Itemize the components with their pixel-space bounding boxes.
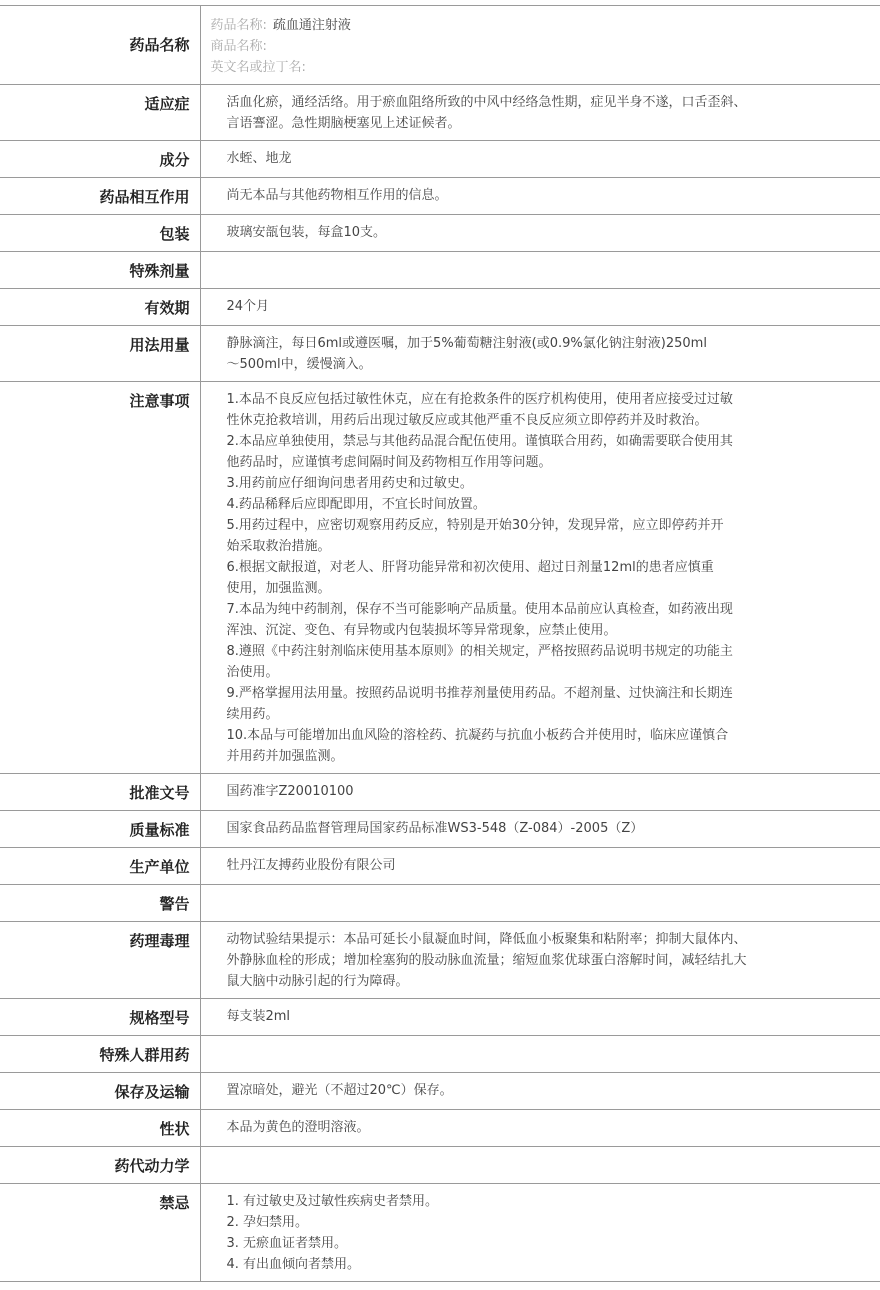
value-spec: 每支装2ml: [200, 999, 880, 1036]
usage-line: ～500ml中，缓慢滴入。: [226, 357, 372, 372]
row-drug-name: [0, 6, 880, 85]
precaution-line: 7.本品为纯中药制剂，保存不当可能影响产品质量。使用本品前应认真检查，如药液出现: [226, 602, 733, 617]
row-validity: [0, 289, 880, 326]
row-pharmacokinetics: [0, 1147, 880, 1184]
value-contraindications: [200, 1184, 880, 1282]
label-approval: 批准文号: [0, 774, 200, 811]
value-ingredients: 水蛭、地龙: [200, 141, 880, 178]
value-validity: 24个月: [200, 289, 880, 326]
label-storage: 保存及运输: [0, 1073, 200, 1110]
value-manufacturer: 牡丹江友搏药业股份有限公司: [200, 848, 880, 885]
pharmacology-line: 动物试验结果提示：本品可延长小鼠凝血时间，降低血小板聚集和粘附率；抑制大鼠体内、: [226, 932, 747, 947]
label-warning: 警告: [0, 885, 200, 922]
row-contraindications: [0, 1184, 880, 1282]
row-manufacturer: [0, 848, 880, 885]
value-special-dose: [200, 252, 880, 289]
label-usage: 用法用量: [0, 326, 200, 382]
label-pharmacokinetics: 药代动力学: [0, 1147, 200, 1184]
value-appearance: 本品为黄色的澄明溶液。: [200, 1110, 880, 1147]
contraindication-line: 2. 孕妇禁用。: [226, 1215, 309, 1230]
value-drug-name: [200, 6, 880, 85]
value-pharmacology: [200, 922, 880, 999]
contraindication-line: 3. 无瘀血证者禁用。: [226, 1236, 348, 1251]
precaution-line: 性休克抢救培训，用药后出现过敏反应或其他严重不良反应须立即停药并及时救治。: [226, 413, 708, 428]
row-appearance: [0, 1110, 880, 1147]
row-approval: [0, 774, 880, 811]
value-approval: 国药准字Z20010100: [200, 774, 880, 811]
precaution-line: 3.用药前应仔细询问患者用药史和过敏史。: [226, 476, 473, 491]
label-validity: 有效期: [0, 289, 200, 326]
row-storage: [0, 1073, 880, 1110]
usage-line: 静脉滴注，每日6ml或遵医嘱，加于5%葡萄糖注射液(或0.9%氯化钠注射液)250ml: [226, 336, 707, 351]
precaution-line: 8.遵照《中药注射剂临床使用基本原则》的相关规定，严格按照药品说明书规定的功能主: [226, 644, 733, 659]
row-special-groups: [0, 1036, 880, 1073]
trade-name-key: 商品名称:: [210, 39, 267, 54]
row-spec: [0, 999, 880, 1036]
english-name-key: 英文名或拉丁名:: [210, 60, 306, 75]
english-name-line: [211, 57, 791, 78]
precaution-line: 2.本品应单独使用，禁忌与其他药品混合配伍使用。谨慎联合用药，如确需要联合使用其: [226, 434, 733, 449]
value-precautions: [200, 382, 880, 774]
value-interactions: 尚无本品与其他药物相互作用的信息。: [200, 178, 880, 215]
precaution-line: 1.本品不良反应包括过敏性休克，应在有抢救条件的医疗机构使用，使用者应接受过过敏: [226, 392, 733, 407]
precaution-line: 治使用。: [226, 665, 279, 680]
trade-name-line: [211, 36, 791, 57]
value-special-groups: [200, 1036, 880, 1073]
precaution-line: 9.严格掌握用法用量。按照药品说明书推荐剂量使用药品。不超剂量、过快滴注和长期连: [226, 686, 733, 701]
precaution-line: 4.药品稀释后应即配即用，不宜长时间放置。: [226, 497, 486, 512]
label-special-groups: 特殊人群用药: [0, 1036, 200, 1073]
pharmacology-line: 鼠大脑中动脉引起的行为障碍。: [226, 974, 409, 989]
value-storage: 置凉暗处，避光（不超过20℃）保存。: [200, 1073, 880, 1110]
label-contraindications: 禁忌: [0, 1184, 200, 1282]
generic-name-key: 药品名称:: [210, 18, 267, 33]
row-ingredients: [0, 141, 880, 178]
precaution-line: 并用药并加强监测。: [226, 749, 344, 764]
precaution-line: 10.本品与可能增加出血风险的溶栓药、抗凝药与抗血小板药合并使用时，临床应谨慎合: [226, 728, 729, 743]
value-package: 玻璃安瓿包装，每盒10支。: [200, 215, 880, 252]
row-precautions: [0, 382, 880, 774]
contraindication-line: 4. 有出血倾向者禁用。: [226, 1257, 361, 1272]
generic-name-value: 疏血通注射液: [272, 18, 351, 33]
row-interactions: [0, 178, 880, 215]
drug-info-sheet: [0, 5, 880, 1282]
pharmacology-line: 外静脉血栓的形成；增加栓塞狗的股动脉血流量；缩短血浆优球蛋白溶解时间，减轻结扎大: [226, 953, 747, 968]
label-indication: 适应症: [0, 85, 200, 141]
precaution-line: 6.根据文献报道，对老人、肝肾功能异常和初次使用、超过日剂量12ml的患者应慎重: [226, 560, 714, 575]
label-ingredients: 成分: [0, 141, 200, 178]
label-drug-name: 药品名称: [0, 6, 200, 85]
label-package: 包装: [0, 215, 200, 252]
row-usage: [0, 326, 880, 382]
value-indication: [200, 85, 880, 141]
precaution-line: 浑浊、沉淀、变色、有异物或内包装损坏等异常现象，应禁止使用。: [226, 623, 617, 638]
contraindication-line: 1. 有过敏史及过敏性疾病史者禁用。: [226, 1194, 439, 1209]
label-spec: 规格型号: [0, 999, 200, 1036]
label-pharmacology: 药理毒理: [0, 922, 200, 999]
label-special-dose: 特殊剂量: [0, 252, 200, 289]
precaution-line: 使用，加强监测。: [226, 581, 331, 596]
value-usage: [200, 326, 880, 382]
value-warning: [200, 885, 880, 922]
indication-line: 言语謇涩。急性期脑梗塞见上述证候者。: [226, 116, 461, 131]
label-standard: 质量标准: [0, 811, 200, 848]
row-indication: [0, 85, 880, 141]
precaution-line: 5.用药过程中，应密切观察用药反应，特别是开始30分钟，发现异常，应立即停药并开: [226, 518, 724, 533]
precaution-line: 始采取救治措施。: [226, 539, 331, 554]
label-interactions: 药品相互作用: [0, 178, 200, 215]
label-appearance: 性状: [0, 1110, 200, 1147]
value-pharmacokinetics: [200, 1147, 880, 1184]
precaution-line: 续用药。: [226, 707, 279, 722]
label-precautions: 注意事项: [0, 382, 200, 774]
generic-name-line: [211, 15, 791, 36]
row-standard: [0, 811, 880, 848]
row-warning: [0, 885, 880, 922]
precaution-line: 他药品时，应谨慎考虑间隔时间及药物相互作用等问题。: [226, 455, 552, 470]
indication-line: 活血化瘀，通经活络。用于瘀血阻络所致的中风中经络急性期，症见半身不遂，口舌歪斜、: [226, 95, 747, 110]
row-pharmacology: [0, 922, 880, 999]
row-package: [0, 215, 880, 252]
label-manufacturer: 生产单位: [0, 848, 200, 885]
row-special-dose: [0, 252, 880, 289]
value-standard: 国家食品药品监督管理局国家药品标准WS3-548（Z-084）-2005（Z）: [200, 811, 880, 848]
drug-info-table: [0, 5, 880, 1282]
